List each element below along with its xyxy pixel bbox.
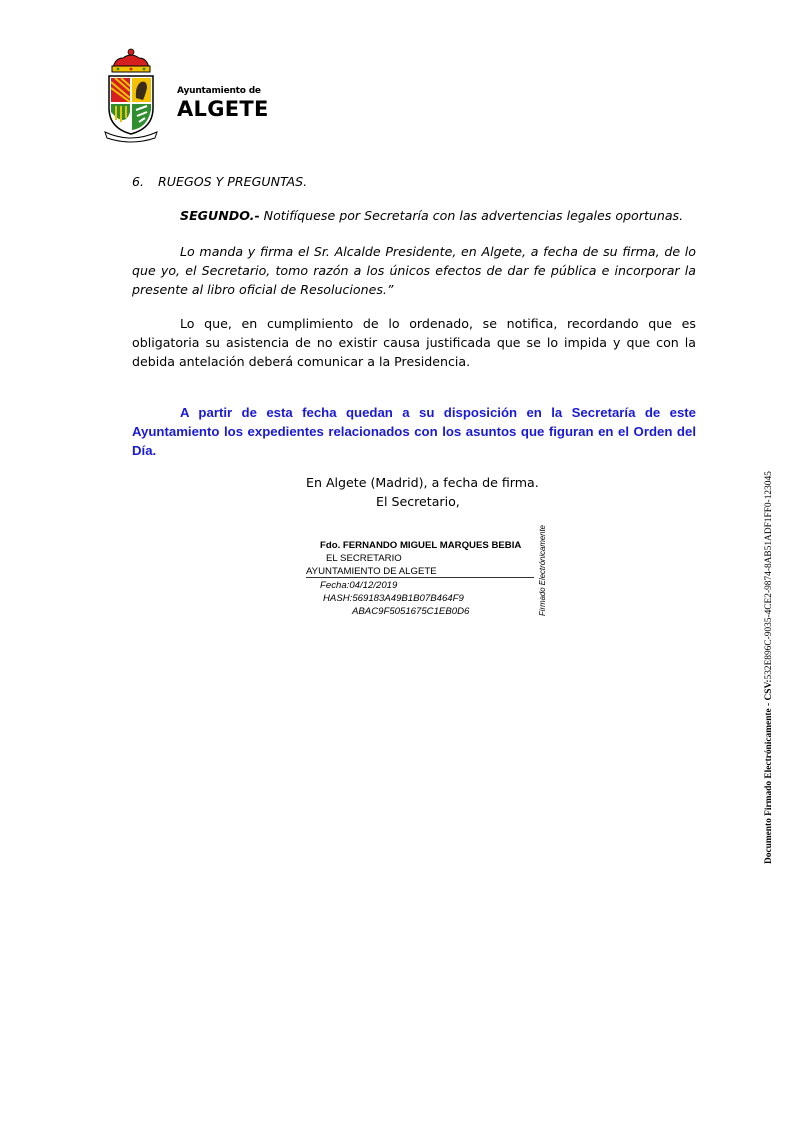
csv-margin-note <box>762 466 776 866</box>
agenda-item-6 <box>132 172 307 191</box>
signature-divider <box>306 577 534 578</box>
org-name-big: ALGETE <box>177 97 269 121</box>
signature-hash-line2: ABAC9F5051675C1EB0D6 <box>352 606 470 617</box>
agenda-item-text: RUEGOS Y PREGUNTAS. <box>158 174 308 189</box>
stamp-text: Firmado Electrónicamente <box>538 524 547 616</box>
electronic-signature-stamp <box>536 524 548 618</box>
agenda-item-number: 6. <box>132 174 145 189</box>
closing-role: El Secretario, <box>376 494 460 509</box>
signature-hash-line1: HASH:569183A49B1B07B464F9 <box>323 593 464 604</box>
csv-label: Documento Firmado Electrónicamente - CSV: <box>764 679 774 864</box>
segundo-text: Notifíquese por Secretaría con las advertencias legales oportunas. <box>259 208 684 223</box>
availability-notice: A partir de esta fecha quedan a su disposición en la Secretaría de este Ayuntamiento los expedientes relacionados con los asuntos que figuran en el Orden del Día. <box>132 405 696 458</box>
notification-paragraph: Lo que, en cumplimiento de lo ordenado, se notifica, recordando que es obligatoria su asistencia de no existir causa justificada que se lo impida y que con la debida antelación deberá comunicar a la Presidencia. <box>132 316 696 369</box>
segundo-paragraph <box>180 206 700 225</box>
org-name-small: Ayuntamiento de <box>177 86 261 96</box>
signer-name: Fdo. FERNANDO MIGUEL MARQUES BEBIA <box>320 540 522 551</box>
signer-role: EL SECRETARIO <box>326 553 402 564</box>
signer-org: AYUNTAMIENTO DE ALGETE <box>306 566 437 577</box>
signature-date: Fecha:04/12/2019 <box>320 580 398 591</box>
org-brand <box>177 86 269 121</box>
closing-block <box>306 473 539 511</box>
resolution-paragraph: Lo manda y firma el Sr. Alcalde Presidente, en Algete, a fecha de su firma, de lo que yo, el Secretario, tomo razón a los únicos efectos de dar fe pública e incorporar la presente al libro oficial de Resoluciones.” <box>132 244 696 297</box>
closing-place-date: En Algete (Madrid), a fecha de firma. <box>306 475 539 490</box>
segundo-label: SEGUNDO.- <box>180 208 260 223</box>
algete-crest-logo <box>103 46 159 144</box>
csv-code: 532E896C-9035-4CE2-9874-8AB51ADF1FF0-123045 <box>764 471 774 680</box>
